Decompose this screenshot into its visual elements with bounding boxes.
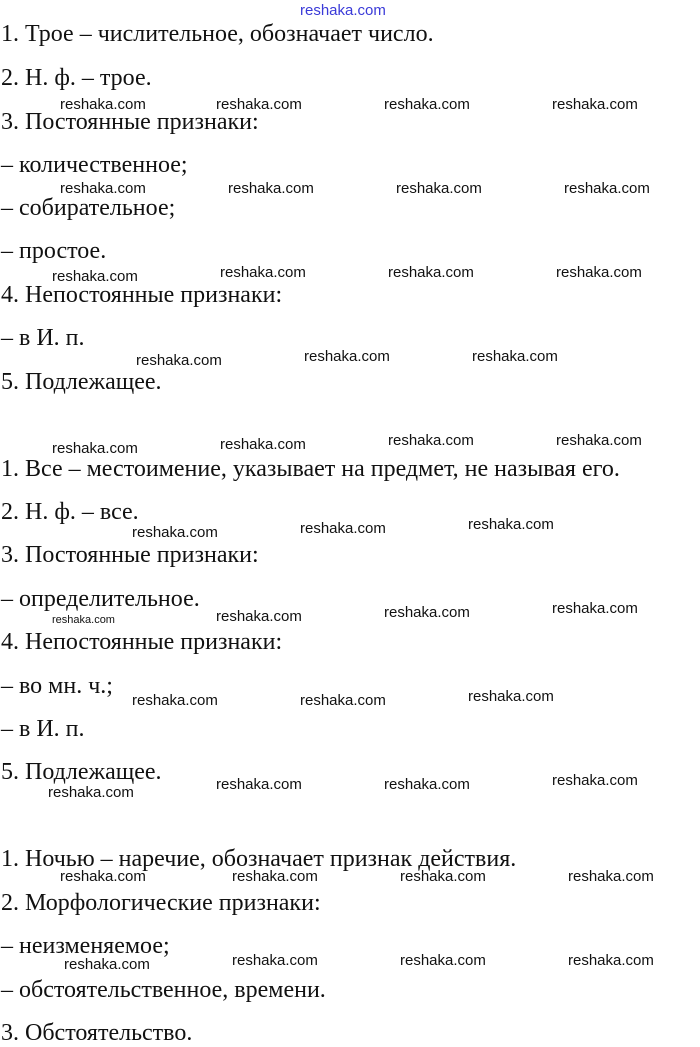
block1-line-2: 2. Н. ф. – трое. <box>1 65 152 91</box>
watermark: reshaka.com <box>60 96 146 113</box>
watermark: reshaka.com <box>300 692 386 709</box>
watermark: reshaka.com <box>388 432 474 449</box>
watermark: reshaka.com <box>52 268 138 285</box>
block2-line-4: – определительное. <box>1 586 200 612</box>
watermark: reshaka.com <box>60 868 146 885</box>
watermark: reshaka.com <box>232 952 318 969</box>
block2-line-2: 2. Н. ф. – все. <box>1 499 139 525</box>
watermark: reshaka.com <box>228 180 314 197</box>
watermark: reshaka.com <box>384 776 470 793</box>
watermark: reshaka.com <box>48 784 134 801</box>
block1-line-1: 1. Трое – числительное, обозначает число. <box>1 21 434 47</box>
watermark: reshaka.com <box>304 348 390 365</box>
block2-line-7: – в И. п. <box>1 716 85 742</box>
watermark: reshaka.com <box>52 614 115 626</box>
watermark: reshaka.com <box>132 692 218 709</box>
watermark: reshaka.com <box>552 600 638 617</box>
watermark: reshaka.com <box>220 436 306 453</box>
watermark: reshaka.com <box>216 776 302 793</box>
block3-line-5: 3. Обстоятельство. <box>1 1020 193 1046</box>
watermark: reshaka.com <box>568 868 654 885</box>
watermark: reshaka.com <box>216 608 302 625</box>
block1-line-7: 4. Непостоянные признаки: <box>1 282 283 308</box>
watermark: reshaka.com <box>468 688 554 705</box>
block1-line-4: – количественное; <box>1 152 188 178</box>
block2-line-3: 3. Постоянные признаки: <box>1 542 259 568</box>
watermark: reshaka.com <box>552 96 638 113</box>
block2-line-1: 1. Все – местоимение, указывает на предмет, не называя его. <box>1 456 620 482</box>
watermark: reshaka.com <box>556 432 642 449</box>
watermark: reshaka.com <box>468 516 554 533</box>
watermark: reshaka.com <box>396 180 482 197</box>
watermark: reshaka.com <box>400 952 486 969</box>
block2-line-8: 5. Подлежащее. <box>1 759 162 785</box>
watermark: reshaka.com <box>472 348 558 365</box>
site-watermark: reshaka.com <box>300 2 386 19</box>
block1-line-9: 5. Подлежащее. <box>1 369 162 395</box>
block1-line-8: – в И. п. <box>1 325 85 351</box>
watermark: reshaka.com <box>136 352 222 369</box>
watermark: reshaka.com <box>132 524 218 541</box>
block2-line-5: 4. Непостоянные признаки: <box>1 629 283 655</box>
block2-line-6: – во мн. ч.; <box>1 673 113 699</box>
watermark: reshaka.com <box>300 520 386 537</box>
watermark: reshaka.com <box>220 264 306 281</box>
watermark: reshaka.com <box>64 956 150 973</box>
watermark: reshaka.com <box>60 180 146 197</box>
block3-line-4: – обстоятельственное, времени. <box>1 977 326 1003</box>
block1-line-5: – собирательное; <box>1 195 176 221</box>
watermark: reshaka.com <box>556 264 642 281</box>
block1-line-3: 3. Постоянные признаки: <box>1 109 259 135</box>
block3-line-2: 2. Морфологические признаки: <box>1 890 321 916</box>
block3-line-1: 1. Ночью – наречие, обозначает признак действия. <box>1 846 517 872</box>
block3-line-3: – неизменяемое; <box>1 933 170 959</box>
block1-line-6: – простое. <box>1 238 107 264</box>
watermark: reshaka.com <box>552 772 638 789</box>
watermark: reshaka.com <box>400 868 486 885</box>
watermark: reshaka.com <box>384 604 470 621</box>
watermark: reshaka.com <box>52 440 138 457</box>
watermark: reshaka.com <box>564 180 650 197</box>
watermark: reshaka.com <box>388 264 474 281</box>
watermark: reshaka.com <box>216 96 302 113</box>
watermark: reshaka.com <box>384 96 470 113</box>
watermark: reshaka.com <box>232 868 318 885</box>
watermark: reshaka.com <box>568 952 654 969</box>
